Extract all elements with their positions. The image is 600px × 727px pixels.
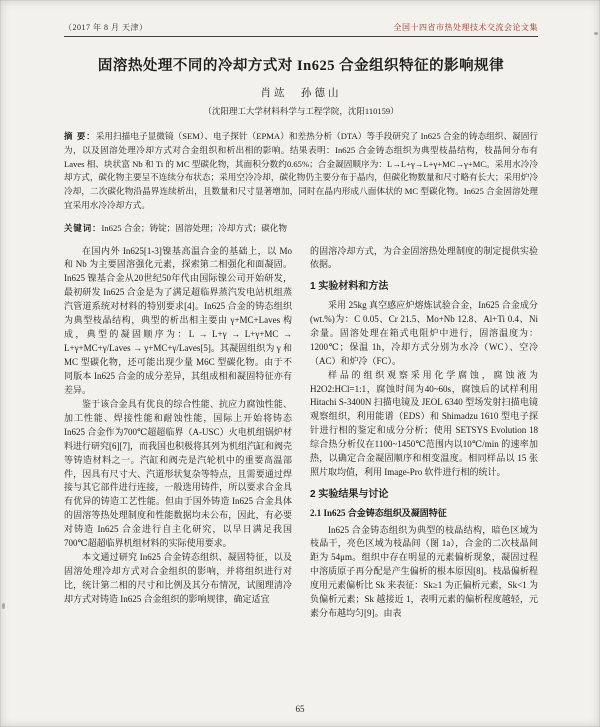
page-header — [64, 22, 538, 33]
page-number: 65 — [295, 704, 305, 714]
paragraph: 本文通过研究 In625 合金铸态组织、凝固特征，以及固溶处理冷却方式对合金组织的影响，并将组织进行对比，统计第二相的尺寸和比例及其分布情况，试图理清冷却方式对铸造 In625 合金组织的影响规律，确定适宜 — [64, 552, 292, 604]
abstract-label: 摘 要： — [64, 131, 96, 141]
paper-title: 固溶热处理不同的冷却方式对 In625 合金组织特征的影响规律 — [97, 58, 505, 74]
paragraph: 在国内外 In625[1-3]镍基高温合金的基础上，以 Mo 和 Nb 为主要固溶强化元素，探索第二相强化和面凝固。In625 镍基合金从20世纪50年代由国际镍公司开始研发，最初研发 In625 合金是为了满足超临界蒸汽发电站机组蒸汽管道系统对材料的特别要求[4]。In625 合金的铸态组织为典型枝晶结构，典型的析出相主要由 γ+MC+Laves 构成，典型的凝固顺序为：L → L+γ → L+γ+MC → L+γ+MC+γ/Laves → γ+MC+γ/Laves[5]。其凝固组织为 γ 和 MC 型碳化物，还可能出现少量 M6C 型碳化物。由于不同版本 In625 合金的成分差异，其组成相和凝固特征亦有差异。 — [64, 245, 292, 395]
scan-artifact — [2, 603, 5, 609]
paragraph: In625 合金铸态组织为典型的枝晶结构，暗色区域为枝晶干，亮色区域为枝晶间（图 1a），合金的二次枝晶间距为 54μm。组织中存在明显的元素偏析现象，凝固过程中溶质原子再分配是产生偏析的根本原因[8]。枝晶偏析程度用元素偏析比 Sk 来表征：Sk≥1 为正偏析元素，Sk<1 为负偏析元素；Sk 越接近 1，表明元素的偏析程度越轻，元素分布越均匀[9]。由表 — [310, 524, 538, 619]
section-heading-results: 2 实验结果与讨论 — [310, 489, 389, 501]
keywords-label: 关键词： — [64, 222, 102, 233]
header-rule — [64, 36, 538, 37]
abstract — [64, 130, 538, 213]
abstract-text: 采用扫描电子显微镜（SEM）、电子探针（EPMA）和差热分析（DTA）等手段研究了 In625 合金的铸态组织、凝固行为，以及固溶处理冷却方式对合金组织和析出相的影响。结果表明：In625 合金铸态组织为典型枝晶结构，枝晶间分布有 Laves 相、块状富 Nb 和 Ti 的 MC 型碳化物，其面积分数约0.65%；合金凝固顺序为：L→L+γ→L+γ+MC→γ+MC。采用水冷冷却方式，碳化物主要呈不连续分布状态；采用空冷冷却，碳化物仍主要分布于晶内，但碳化物数量和尺寸略有长大；采用炉冷冷却，二次碳化物沿晶界连续析出，且数量和尺寸显著增加，同时在晶内形成八面体状的 MC 型碳化物。In625 合金固溶处理宜采用水冷冷却方式。 — [64, 131, 538, 210]
body-columns — [64, 245, 538, 669]
paragraph: 样品的组织观察采用化学腐蚀，腐蚀液为 H2O2:HCl=1:1，腐蚀时间为40~60s，腐蚀后的试样利用 Hitachi S-3400N 扫描电镜及 JEOL 6340 型场发射扫描电镜观察组织，利用能谱（EDS）和 Shimadzu 1610 型电子探针进行相的鉴定和成分分析；使用 SETSYS Evolution 18 综合热分析仪在1100~1450℃范围内以10℃/min 的速率加热，以确定合金凝固顺序和相变温度。相同样品以 15 张照片取均值，利用 Image-Pro 软件进行相的统计。 — [310, 369, 538, 478]
section-heading-methods: 1 实验材料和方法 — [310, 281, 389, 293]
authors: 肖竑 孙德山 — [260, 88, 342, 99]
header-date: （2017 年 8 月 天津） — [64, 23, 148, 32]
header-proceedings-title: 全国十四省市热处理技术交流会论文集 — [393, 23, 538, 32]
subsection-heading-ascast: 2.1 In625 合金铸态组织及凝固特征 — [310, 507, 447, 518]
scan-artifact — [594, 32, 598, 35]
paragraph-continuation: 的固溶冷却方式，为合金固溶热处理制度的制定提供实验依据。 — [310, 245, 538, 270]
paragraph: 采用 25kg 真空感应炉熔炼试验合金，In625 合金成分(wt.%)为：C 0.05、Cr 21.5、Mo+Nb 12.8、Al+Ti 0.4、Ni 余量。固溶处理在箱式电阻炉中进行，固溶温度为：1200℃；保温 1h，冷却方式分别为水冷（WC）、空冷（AC）和炉冷（FC）。 — [310, 299, 538, 366]
paragraph: 鉴于该合金具有优良的综合性能、抗应力腐蚀性能、加工性能、焊接性能和耐蚀性能，国际上开始将铸态 In625 合金作为700℃超超临界（A-USC）火电机组锅炉材料进行研究[6][7]，而我国也积极将其列为机组汽缸和阀壳等铸造材料之一。汽缸和阀壳是汽轮机中的重要高温部件，因具有尺寸大、汽道形状复杂等特点，且需要通过焊接与其它部件进行连接，一般选用铸件，所以要求合金具有优异的铸造工艺性能。但由于国外铸造 In625 合金具体的固溶等热处理制度和性能数据均未公布，因此，有必要对铸造 In625 合金进行自主化研究，以早日满足我国700℃超超临界机组材料的实际使用要求。 — [64, 398, 292, 549]
keywords-text: In625 合金；铸锭；固溶处理；冷却方式；碳化物 — [101, 222, 287, 233]
left-column — [64, 245, 292, 669]
affiliation: （沈阳理工大学材料科学与工程学院，沈阳110159） — [203, 106, 399, 116]
keywords — [64, 222, 538, 234]
right-column — [310, 245, 538, 669]
